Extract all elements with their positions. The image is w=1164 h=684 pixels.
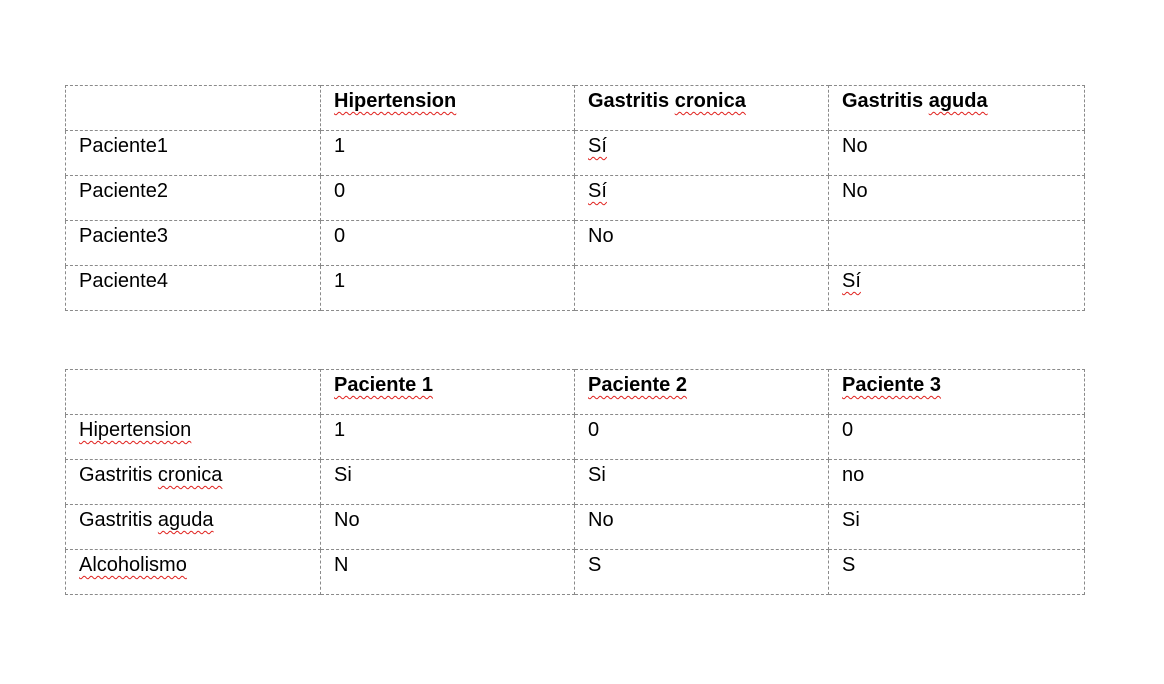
table-row <box>66 550 1085 595</box>
table-cell[interactable]: Si <box>575 460 829 505</box>
table-cell[interactable]: Sí <box>575 176 829 221</box>
table-cell[interactable]: 0 <box>575 415 829 460</box>
table-header-row <box>66 86 1085 131</box>
table-cell[interactable]: 1 <box>321 131 575 176</box>
table-cell[interactable]: No <box>575 221 829 266</box>
table-row <box>66 415 1085 460</box>
table-cell[interactable]: No <box>829 131 1085 176</box>
table-cell[interactable]: S <box>575 550 829 595</box>
header-cell-paciente-2[interactable]: Paciente 2 <box>575 370 829 415</box>
header-cell-empty[interactable] <box>66 370 321 415</box>
table-cell[interactable]: N <box>321 550 575 595</box>
table-cell[interactable]: no <box>829 460 1085 505</box>
table-cell[interactable]: 1 <box>321 415 575 460</box>
table-row <box>66 460 1085 505</box>
header-cell-hipertension[interactable]: Hipertension <box>321 86 575 131</box>
table-cell[interactable]: Si <box>829 505 1085 550</box>
header-cell-gastritis-cronica[interactable]: Gastritis cronica <box>575 86 829 131</box>
table-cell[interactable]: Hipertension <box>66 415 321 460</box>
table-cell[interactable]: 0 <box>829 415 1085 460</box>
conditions-by-patient-table <box>65 369 1085 595</box>
table-header-row <box>66 370 1085 415</box>
table-cell[interactable]: Paciente2 <box>66 176 321 221</box>
table-row <box>66 505 1085 550</box>
header-cell-empty[interactable] <box>66 86 321 131</box>
table-cell[interactable]: 1 <box>321 266 575 311</box>
patients-conditions-table <box>65 85 1085 311</box>
table-cell[interactable] <box>829 221 1085 266</box>
table-cell[interactable]: Sí <box>829 266 1085 311</box>
table-cell[interactable]: Sí <box>575 131 829 176</box>
table-cell[interactable] <box>575 266 829 311</box>
table-cell[interactable]: No <box>829 176 1085 221</box>
table-cell[interactable]: S <box>829 550 1085 595</box>
table-row <box>66 176 1085 221</box>
table-cell[interactable]: 0 <box>321 221 575 266</box>
header-cell-paciente-1[interactable]: Paciente 1 <box>321 370 575 415</box>
table-cell[interactable]: Gastritis aguda <box>66 505 321 550</box>
table-cell[interactable]: Paciente3 <box>66 221 321 266</box>
header-cell-paciente-3[interactable]: Paciente 3 <box>829 370 1085 415</box>
table-cell[interactable]: Gastritis cronica <box>66 460 321 505</box>
table-cell[interactable]: Paciente4 <box>66 266 321 311</box>
table-cell[interactable]: Paciente1 <box>66 131 321 176</box>
header-cell-gastritis-aguda[interactable]: Gastritis aguda <box>829 86 1085 131</box>
table-row <box>66 266 1085 311</box>
table-cell[interactable]: No <box>321 505 575 550</box>
table-row <box>66 131 1085 176</box>
table-cell[interactable]: Si <box>321 460 575 505</box>
table-row <box>66 221 1085 266</box>
table-cell[interactable]: 0 <box>321 176 575 221</box>
table-cell[interactable]: No <box>575 505 829 550</box>
table-cell[interactable]: Alcoholismo <box>66 550 321 595</box>
